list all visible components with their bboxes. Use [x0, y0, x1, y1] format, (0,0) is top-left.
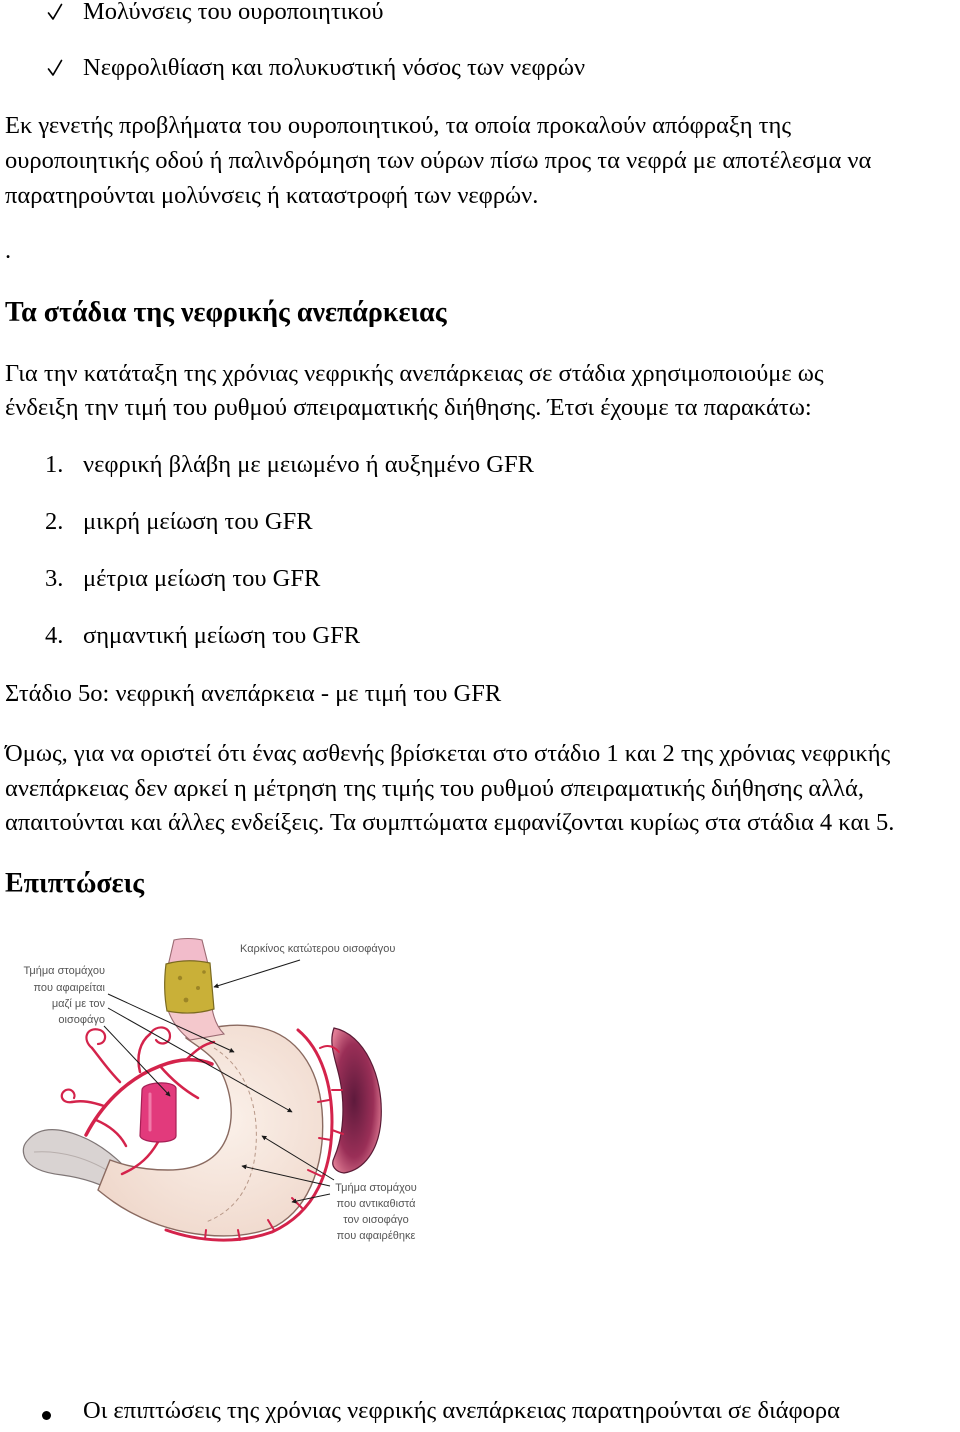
checklist-item-text: Μολύνσεις του ουροποιητικού — [83, 0, 384, 25]
figure-label-line: μαζί με τον — [51, 998, 105, 1010]
paragraph-line: Εκ γενετής προβλήματα του ουροποιητικού, τα οποία προκαλούν απόφραξη της — [5, 112, 792, 139]
stage-list-item — [0, 567, 960, 591]
pointer-line — [104, 1026, 170, 1096]
tumor-texture — [178, 976, 182, 980]
figure-label-line: που αφαιρέθηκε — [336, 1230, 416, 1242]
stage-text: σημαντική μείωση του GFR — [83, 622, 361, 649]
vessel-branch — [138, 1034, 150, 1072]
figure-label-line: τον οισοφάγο — [343, 1214, 409, 1226]
paragraph-line: απαιτούνται και άλλες ενδείξεις. Τα συμπτώματα εμφανίζονται κυρίως στα στάδια 4 και 5. — [5, 809, 895, 836]
checkmark-icon — [47, 3, 63, 21]
stomach-illustration — [0, 930, 440, 1248]
section-heading-stages: Τα στάδια της νεφρικής ανεπάρκειας — [5, 297, 447, 328]
figure-label-line: Τμήμα στομάχου — [23, 965, 105, 977]
figure-label-line: οισοφάγο — [58, 1014, 105, 1026]
figure-label-line: που αφαιρείται — [33, 982, 105, 994]
spleen — [332, 1028, 381, 1173]
vessel-branch — [96, 1120, 126, 1146]
pointer-line — [214, 960, 300, 987]
vessel-branch — [92, 1048, 120, 1082]
stray-period: . — [5, 237, 12, 264]
figure-label-removed-part — [23, 965, 105, 1026]
vessel-loop — [62, 1090, 75, 1103]
bullet-text: Οι επιπτώσεις της χρόνιας νεφρικής ανεπάρκειας παρατηρούνται σε διάφορα — [83, 1397, 840, 1424]
figure-label-replacement-part — [335, 1182, 417, 1242]
paragraph-line: ένδειξη την τιμή του ρυθμού σπειραματικής διήθησης. Έτσι έχουμε τα παρακάτω: — [5, 394, 812, 421]
figure-label-line: Τμήμα στομάχου — [335, 1182, 417, 1194]
stage-list-item — [0, 624, 960, 648]
stage-list-item — [0, 453, 960, 477]
paragraph-line: Όμως, για να οριστεί ότι ένας ασθενής βρίσκεται στο στάδιο 1 και 2 της χρόνιας νεφρικής — [5, 740, 891, 767]
figure-label-tumor: Καρκίνος κατώτερου οισοφάγου — [240, 943, 396, 955]
magenta-organ — [140, 1083, 176, 1142]
stage-text: μέτρια μείωση του GFR — [83, 565, 321, 592]
paragraph-line: ανεπάρκειας δεν αρκεί η μέτρηση της τιμής του ρυθμού σπειραματικής διήθησης αλλά, — [5, 775, 864, 802]
tumor-texture — [184, 998, 189, 1003]
vessel-branch — [72, 1101, 104, 1106]
stage-text: νεφρική βλάβη με μειωμένο ή αυξημένο GFR — [83, 451, 534, 478]
stage-number: 4. — [45, 622, 64, 649]
bullet-icon — [42, 1411, 51, 1420]
vessel-loop — [86, 1029, 105, 1048]
tumor — [165, 961, 214, 1013]
paragraph-line: Για την κατάταξη της χρόνιας νεφρικής ανεπάρκειας σε στάδια χρησιμοποιούμε ως — [5, 360, 824, 387]
checklist-item — [0, 0, 960, 24]
checkmark-icon — [47, 59, 63, 77]
tumor-texture — [196, 986, 200, 990]
vessel-branch — [205, 1230, 206, 1239]
stage-text: μικρή μείωση του GFR — [83, 508, 313, 535]
stage-number: 1. — [45, 451, 64, 478]
bullet-list-item — [0, 1399, 960, 1423]
checklist-item-text: Νεφρολιθίαση και πολυκυστική νόσος των νεφρών — [83, 54, 586, 81]
stage-list-item — [0, 510, 960, 534]
checklist-item — [0, 56, 960, 80]
stage-5-line: Στάδιο 5ο: νεφρική ανεπάρκεια - με τιμή του GFR — [5, 680, 502, 707]
section-heading-complications: Επιπτώσεις — [5, 868, 145, 899]
figure-label-line: που αντικαθιστά — [336, 1198, 416, 1210]
paragraph-line: ουροποιητικής οδού ή παλινδρόμηση των ούρων πίσω προς τα νεφρά με αποτέλεσμα να — [5, 147, 872, 174]
stage-number: 2. — [45, 508, 64, 535]
stage-number: 3. — [45, 565, 64, 592]
tumor-texture — [202, 970, 206, 974]
stomach — [98, 1025, 323, 1236]
paragraph-line: παρατηρούνται μολύνσεις ή καταστροφή των νεφρών. — [5, 182, 539, 209]
